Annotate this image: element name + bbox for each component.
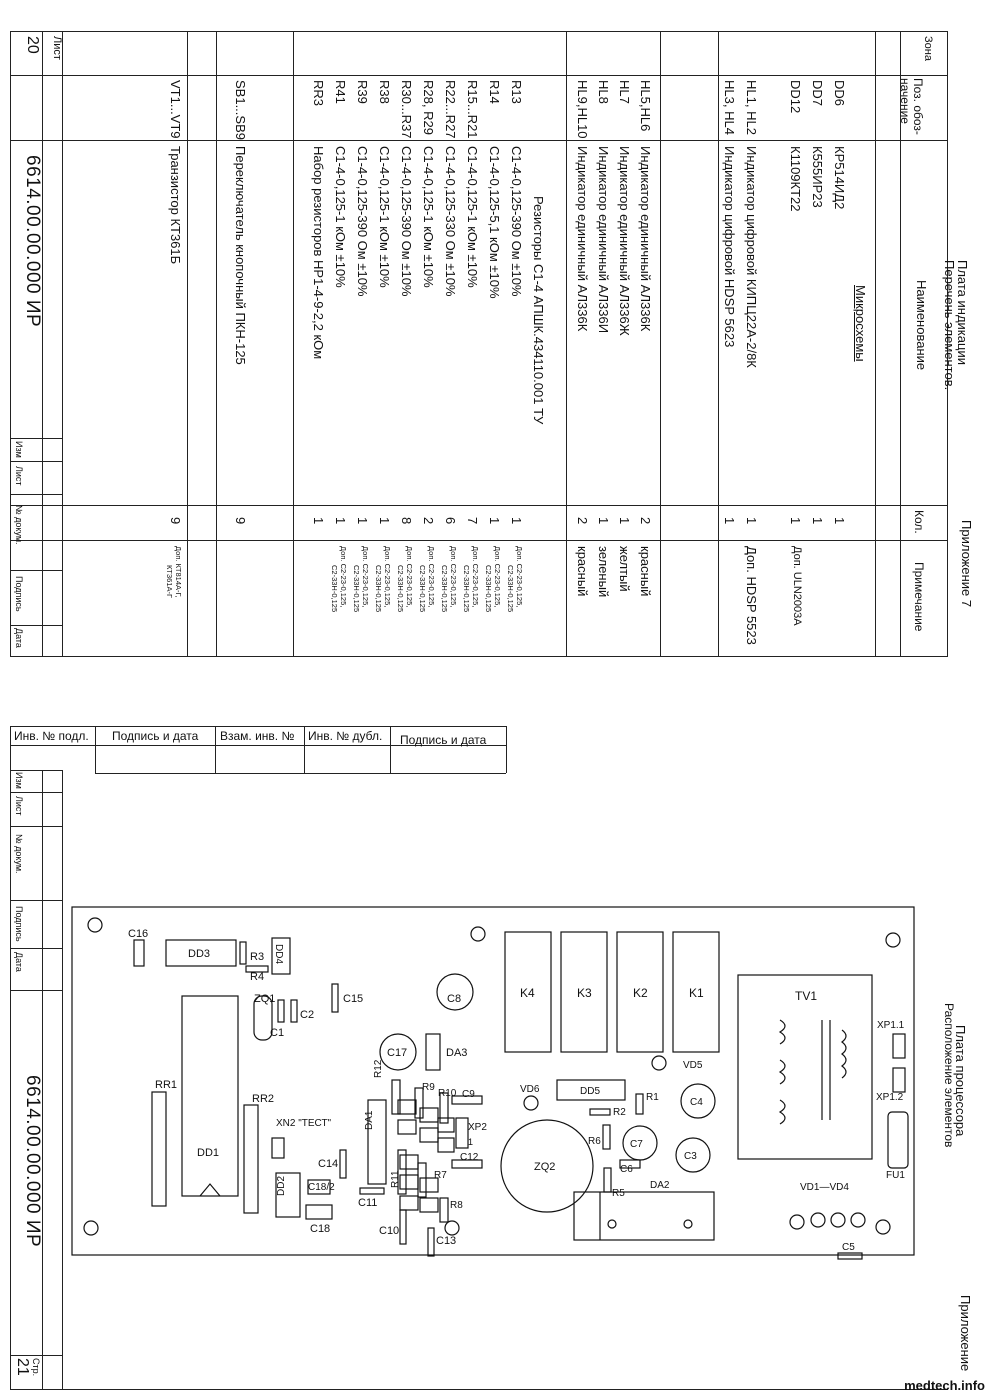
header-zone: Зона <box>922 36 934 61</box>
c11-body <box>360 1188 384 1194</box>
row-name: К555ИР23 <box>810 146 825 208</box>
label-k3: K3 <box>577 986 592 1000</box>
da2-body <box>574 1192 714 1240</box>
row-pos: HL7 <box>617 80 632 104</box>
tv1-winding-left <box>780 1020 785 1124</box>
row-pos: SB1...SB9 <box>233 80 248 140</box>
row-note: Доп. С2-23-0,125, <box>493 546 502 608</box>
row-pos: HL8 <box>596 80 611 104</box>
row-qty: 1 <box>722 517 737 525</box>
appendix-label-2: Приложение <box>958 1295 973 1372</box>
mount-hole-2 <box>471 927 485 941</box>
row-qty: 1 <box>311 517 326 525</box>
row-name: С1-4-0,125-1 кОм ±10% <box>465 146 480 288</box>
label-vd6: VD6 <box>520 1084 540 1095</box>
label-dd3: DD3 <box>188 948 211 960</box>
row-note: Доп. С2-23-0,125, <box>339 546 348 608</box>
label-c16: C16 <box>128 928 149 940</box>
xp1-2-body <box>893 1068 905 1092</box>
label-k1: K1 <box>689 986 704 1000</box>
label-c8: C8 <box>447 993 462 1005</box>
row-pos: R39 <box>355 80 370 104</box>
label-dd2: DD2 <box>276 1175 287 1196</box>
row-note: Доп. С2-23-0,125, <box>361 546 370 608</box>
header-pos2: начение <box>898 78 912 124</box>
row-name: С1-4-0,125-390 Ом ±10% <box>399 146 414 297</box>
row-pos: VT1...VT9 <box>168 80 183 139</box>
label-xp2-pin: 1 <box>468 1137 474 1147</box>
r1-body <box>636 1094 643 1114</box>
c13-body <box>428 1228 434 1256</box>
row-name: С1-4-0,125-390 Ом ±10% <box>355 146 370 297</box>
stamp-sheet-number: 20 <box>24 36 41 54</box>
label-c18: C18 <box>310 1223 331 1235</box>
stamp2-cell-date: Дата <box>14 952 24 972</box>
mount-hole-5 <box>445 1221 459 1235</box>
label-c1: C1 <box>270 1027 285 1039</box>
rr1-body <box>152 1092 166 1206</box>
row-note: красный <box>575 546 590 597</box>
label-dd4: DD4 <box>273 944 284 965</box>
label-xp2: XP2 <box>468 1122 487 1133</box>
archive-inv-dubl: Инв. № дубл. <box>308 729 383 743</box>
row-qty: 1 <box>810 517 825 525</box>
mount-hole-1 <box>88 918 102 932</box>
row-name: К1109КТ22 <box>788 146 803 212</box>
label-da1: DA1 <box>364 1110 375 1130</box>
label-vd1-vd4: VD1—VD4 <box>800 1182 849 1193</box>
row-pos: HL5,HL6 <box>638 80 653 132</box>
row-pos: R13 <box>509 80 524 104</box>
stamp-doc-code: 6614.00.00.000 ИР <box>22 155 43 328</box>
row-pos: DD12 <box>788 80 803 114</box>
r6-body <box>603 1125 610 1149</box>
board-title: Плата индикации <box>955 260 970 365</box>
archive-vzam-inv: Взам. инв. № <box>220 729 295 743</box>
header-qty: Кол. <box>912 510 926 534</box>
label-c13: C13 <box>436 1235 457 1247</box>
row-qty: 1 <box>377 517 392 525</box>
label-c2: C2 <box>300 1009 315 1021</box>
stamp2-cell-izm: Изм <box>14 772 24 789</box>
row-note: Доп. С2-23-0,125, <box>405 546 414 608</box>
archive-sign-date-1: Подпись и дата <box>112 729 199 743</box>
stamp2-sheet-label: Стр. <box>31 1358 41 1377</box>
row-name: Индикатор единичный АЛ336К <box>638 146 653 332</box>
stamp2-cell-list: Лист <box>14 796 24 816</box>
row-name: Индикатор единичный АЛ336К <box>575 146 590 332</box>
row-name: Индикатор цифровой HDSP 5623 <box>722 146 737 348</box>
label-c4: C4 <box>690 1097 703 1108</box>
label-r2: R2 <box>613 1107 626 1118</box>
tv1-winding-right <box>842 1030 846 1078</box>
row-pos: R30...R37 <box>399 80 414 139</box>
row-pos: R14 <box>487 80 502 104</box>
mount-hole-3 <box>886 933 900 947</box>
label-vd5: VD5 <box>683 1060 703 1071</box>
row-note: красный <box>638 546 653 597</box>
row-qty: 1 <box>487 517 502 525</box>
row-qty: 2 <box>575 517 590 525</box>
row-note: Доп. С2-23-0,125, <box>383 546 392 608</box>
row-name: Индикатор единичный АЛ336Ж <box>617 146 632 336</box>
label-r3: R3 <box>250 951 265 963</box>
label-r8: R8 <box>450 1200 463 1211</box>
row-qty: 6 <box>443 517 458 525</box>
row-pos: HL3, HL4 <box>722 80 737 135</box>
label-xp1-1: XP1.1 <box>877 1020 905 1031</box>
c15-body <box>332 984 338 1012</box>
c2-body <box>291 1000 297 1022</box>
row-qty: 1 <box>744 517 759 525</box>
board-title-2: Плата процессора <box>953 1025 968 1137</box>
header-note: Примечание <box>912 562 926 632</box>
row-pos: DD6 <box>832 80 847 107</box>
row-pos: R41 <box>333 80 348 104</box>
row-name: Набор резисторов НР1-4-9-2,2 кОм <box>311 146 326 360</box>
row-note: Доп. С2-23-0,125, <box>515 546 524 608</box>
c16-body <box>134 940 144 966</box>
label-c14: C14 <box>318 1158 339 1170</box>
row-note-2: С2-33Н-0,125 <box>374 565 383 613</box>
row-qty: 2 <box>421 517 436 525</box>
row-qty: 8 <box>399 517 414 525</box>
row-qty: 1 <box>788 517 803 525</box>
label-c15: C15 <box>343 993 364 1005</box>
row-name: С1-4-0,125-1 кОм ±10% <box>333 146 348 288</box>
stamp2-doc-code: 6614.00.00.000 ИР <box>22 1075 43 1248</box>
label-r9: R9 <box>422 1082 435 1093</box>
row-name: С1-4-0,125-390 Ом ±10% <box>509 146 524 297</box>
xp2-body <box>456 1118 468 1148</box>
label-c12: C12 <box>460 1152 479 1163</box>
label-rr2: RR2 <box>252 1093 275 1105</box>
row-note-2: С2-33Н-0,125 <box>506 565 515 613</box>
row-pos: R15...R21 <box>465 80 480 139</box>
row-pos: R22...R27 <box>443 80 458 139</box>
board-subtitle-2: Расположение элементов <box>942 1003 956 1148</box>
r8-body <box>440 1198 448 1222</box>
header-name: Наименование <box>914 280 929 371</box>
row-name: С1-4-0,125-1 кОм ±10% <box>377 146 392 288</box>
label-da2: DA2 <box>650 1180 670 1191</box>
row-pos: R28, R29 <box>421 80 436 135</box>
tv1-core <box>822 1020 830 1120</box>
c5-body <box>838 1253 862 1259</box>
row-name: Индикатор цифровой КИПЦ22А-2/8К <box>744 146 759 368</box>
row-qty: 1 <box>509 517 524 525</box>
row-pos: HL1, HL2 <box>744 80 759 135</box>
watermark: medtech.info <box>904 1378 985 1393</box>
c18-body <box>306 1205 332 1219</box>
stamp2-cell-doc: № докум. <box>14 834 24 874</box>
row-note: Доп. ULN2003A <box>791 546 803 626</box>
stamp-cell-date: Дата <box>14 628 24 648</box>
mount-hole-4 <box>84 1221 98 1235</box>
stamp-cell-doc: № докум. <box>14 505 24 545</box>
stamp2-sheet-number: 21 <box>14 1358 31 1376</box>
archive-inv-podl: Инв. № подл. <box>14 729 89 743</box>
row-qty: 1 <box>333 517 348 525</box>
row-note: желтый <box>617 546 632 592</box>
row-name: КР514ИД2 <box>832 146 847 210</box>
dd1-key <box>200 1184 220 1196</box>
label-zq2: ZQ2 <box>534 1161 556 1173</box>
row-note: зеленый <box>596 546 611 598</box>
row-name: Микросхемы <box>853 285 868 362</box>
label-c18-2: C18/2 <box>308 1182 335 1193</box>
stamp-sheet-label: Лист <box>51 36 63 60</box>
row-note-2: С2-33Н-0,125 <box>396 565 405 613</box>
row-note-2: С2-33Н-0,125 <box>330 565 339 613</box>
vd5-body <box>652 1056 666 1070</box>
label-dd1: DD1 <box>197 1147 220 1159</box>
label-r4: R4 <box>250 971 265 983</box>
label-c11: C11 <box>358 1197 378 1209</box>
dd1-body <box>182 996 238 1196</box>
row-name: С1-4-0,125-5,1 кОм ±10% <box>487 146 502 299</box>
xp1-1-body <box>893 1034 905 1058</box>
row-note: Доп. HDSP 5523 <box>744 546 759 645</box>
fu1-body <box>888 1112 908 1168</box>
label-r1: R1 <box>646 1092 659 1103</box>
label-xp1-2: XP1.2 <box>876 1092 904 1103</box>
row-name: Транзистор КТ361Б <box>168 146 183 265</box>
stamp-cell-list: Лист <box>14 466 24 486</box>
label-zq1: ZQ1 <box>254 993 276 1005</box>
row-pos: RR3 <box>311 80 326 107</box>
label-c6: C6 <box>620 1164 633 1175</box>
row-note: Доп. С2-23-0,125, <box>427 546 436 608</box>
list-title: Перечень элементов. <box>942 260 957 391</box>
c14-body <box>340 1150 346 1178</box>
c1-body <box>278 1000 284 1022</box>
row-note-2: С2-33Н-0,125 <box>484 565 493 613</box>
row-note: Доп. С2-23-0,125, <box>449 546 458 608</box>
row-note: Доп. КТ814А-Г, <box>174 546 183 598</box>
row-note-2: С2-33Н-0,125 <box>440 565 449 613</box>
row-qty: 1 <box>832 517 847 525</box>
label-r6: R6 <box>588 1136 601 1147</box>
label-r12: R12 <box>373 1059 384 1078</box>
rr2-body <box>244 1105 258 1213</box>
row-note-2: С2-33Н-0,125 <box>418 565 427 613</box>
row-pos: HL9,HL10 <box>575 80 590 139</box>
row-qty: 9 <box>233 517 248 525</box>
xn2-body <box>272 1138 284 1158</box>
label-rr1: RR1 <box>155 1079 178 1091</box>
row-qty: 2 <box>638 517 653 525</box>
r3-body <box>240 942 246 964</box>
label-r7: R7 <box>434 1170 447 1181</box>
label-da3: DA3 <box>446 1047 468 1059</box>
label-k4: K4 <box>520 986 535 1000</box>
row-qty: 9 <box>168 517 183 525</box>
da3-body <box>426 1034 440 1070</box>
row-pos: R38 <box>377 80 392 104</box>
row-note-2: КТ361А-Г <box>165 565 174 599</box>
vd1-vd4-diodes <box>790 1213 865 1229</box>
label-c10: C10 <box>379 1225 400 1237</box>
row-qty: 7 <box>465 517 480 525</box>
row-name: Индикатор единичный АЛ336И <box>596 146 611 334</box>
stamp2-cell-sign: Подпись <box>14 906 24 942</box>
mount-hole-6 <box>876 1220 890 1234</box>
stamp-cell-sign: Подпись <box>14 576 24 612</box>
label-r11: R11 <box>390 1170 401 1188</box>
label-c3: C3 <box>684 1151 697 1162</box>
row-qty: 1 <box>617 517 632 525</box>
row-qty: 1 <box>596 517 611 525</box>
da2-screw-1 <box>608 1220 616 1228</box>
row-pos: DD7 <box>810 80 825 107</box>
label-fu1: FU1 <box>886 1170 905 1181</box>
label-r10: R10 <box>438 1088 457 1099</box>
row-name: С1-4-0,125-1 кОм ±10% <box>421 146 436 288</box>
row-name: С1-4-0,125-330 Ом ±10% <box>443 146 458 297</box>
row-note-2: С2-33Н-0,125 <box>462 565 471 613</box>
label-dd5: DD5 <box>580 1086 601 1097</box>
da2-screw-2 <box>684 1220 692 1228</box>
label-k2: K2 <box>633 986 648 1000</box>
r2-body <box>590 1109 610 1115</box>
row-name: Резисторы С1-4 АПШК.434110.001 ТУ <box>531 196 546 425</box>
vd6-body <box>524 1096 538 1110</box>
row-note-2: С2-33Н-0,125 <box>352 565 361 613</box>
r12-body <box>392 1080 400 1114</box>
archive-sign-date-2: Подпись и дата <box>400 733 487 747</box>
label-tv1: TV1 <box>795 989 818 1003</box>
appendix-label: Приложение 7 <box>959 520 974 608</box>
label-c9: C9 <box>462 1089 475 1100</box>
row-note: Доп. С2-23-0,125, <box>471 546 480 608</box>
label-c17: C17 <box>387 1047 408 1059</box>
r5-body <box>604 1168 611 1192</box>
row-qty: 1 <box>355 517 370 525</box>
stamp-cell-izm: Изм <box>14 441 24 458</box>
label-c7: C7 <box>630 1139 643 1150</box>
row-name: Переключатель кнопочный ПКН-125 <box>233 146 248 365</box>
c10-body <box>400 1210 406 1244</box>
header-pos: Поз. обоз- <box>911 78 925 135</box>
label-c5: C5 <box>842 1242 855 1253</box>
label-r5: R5 <box>612 1188 625 1199</box>
label-xn2: XN2 "ТЕСТ" <box>276 1118 332 1129</box>
